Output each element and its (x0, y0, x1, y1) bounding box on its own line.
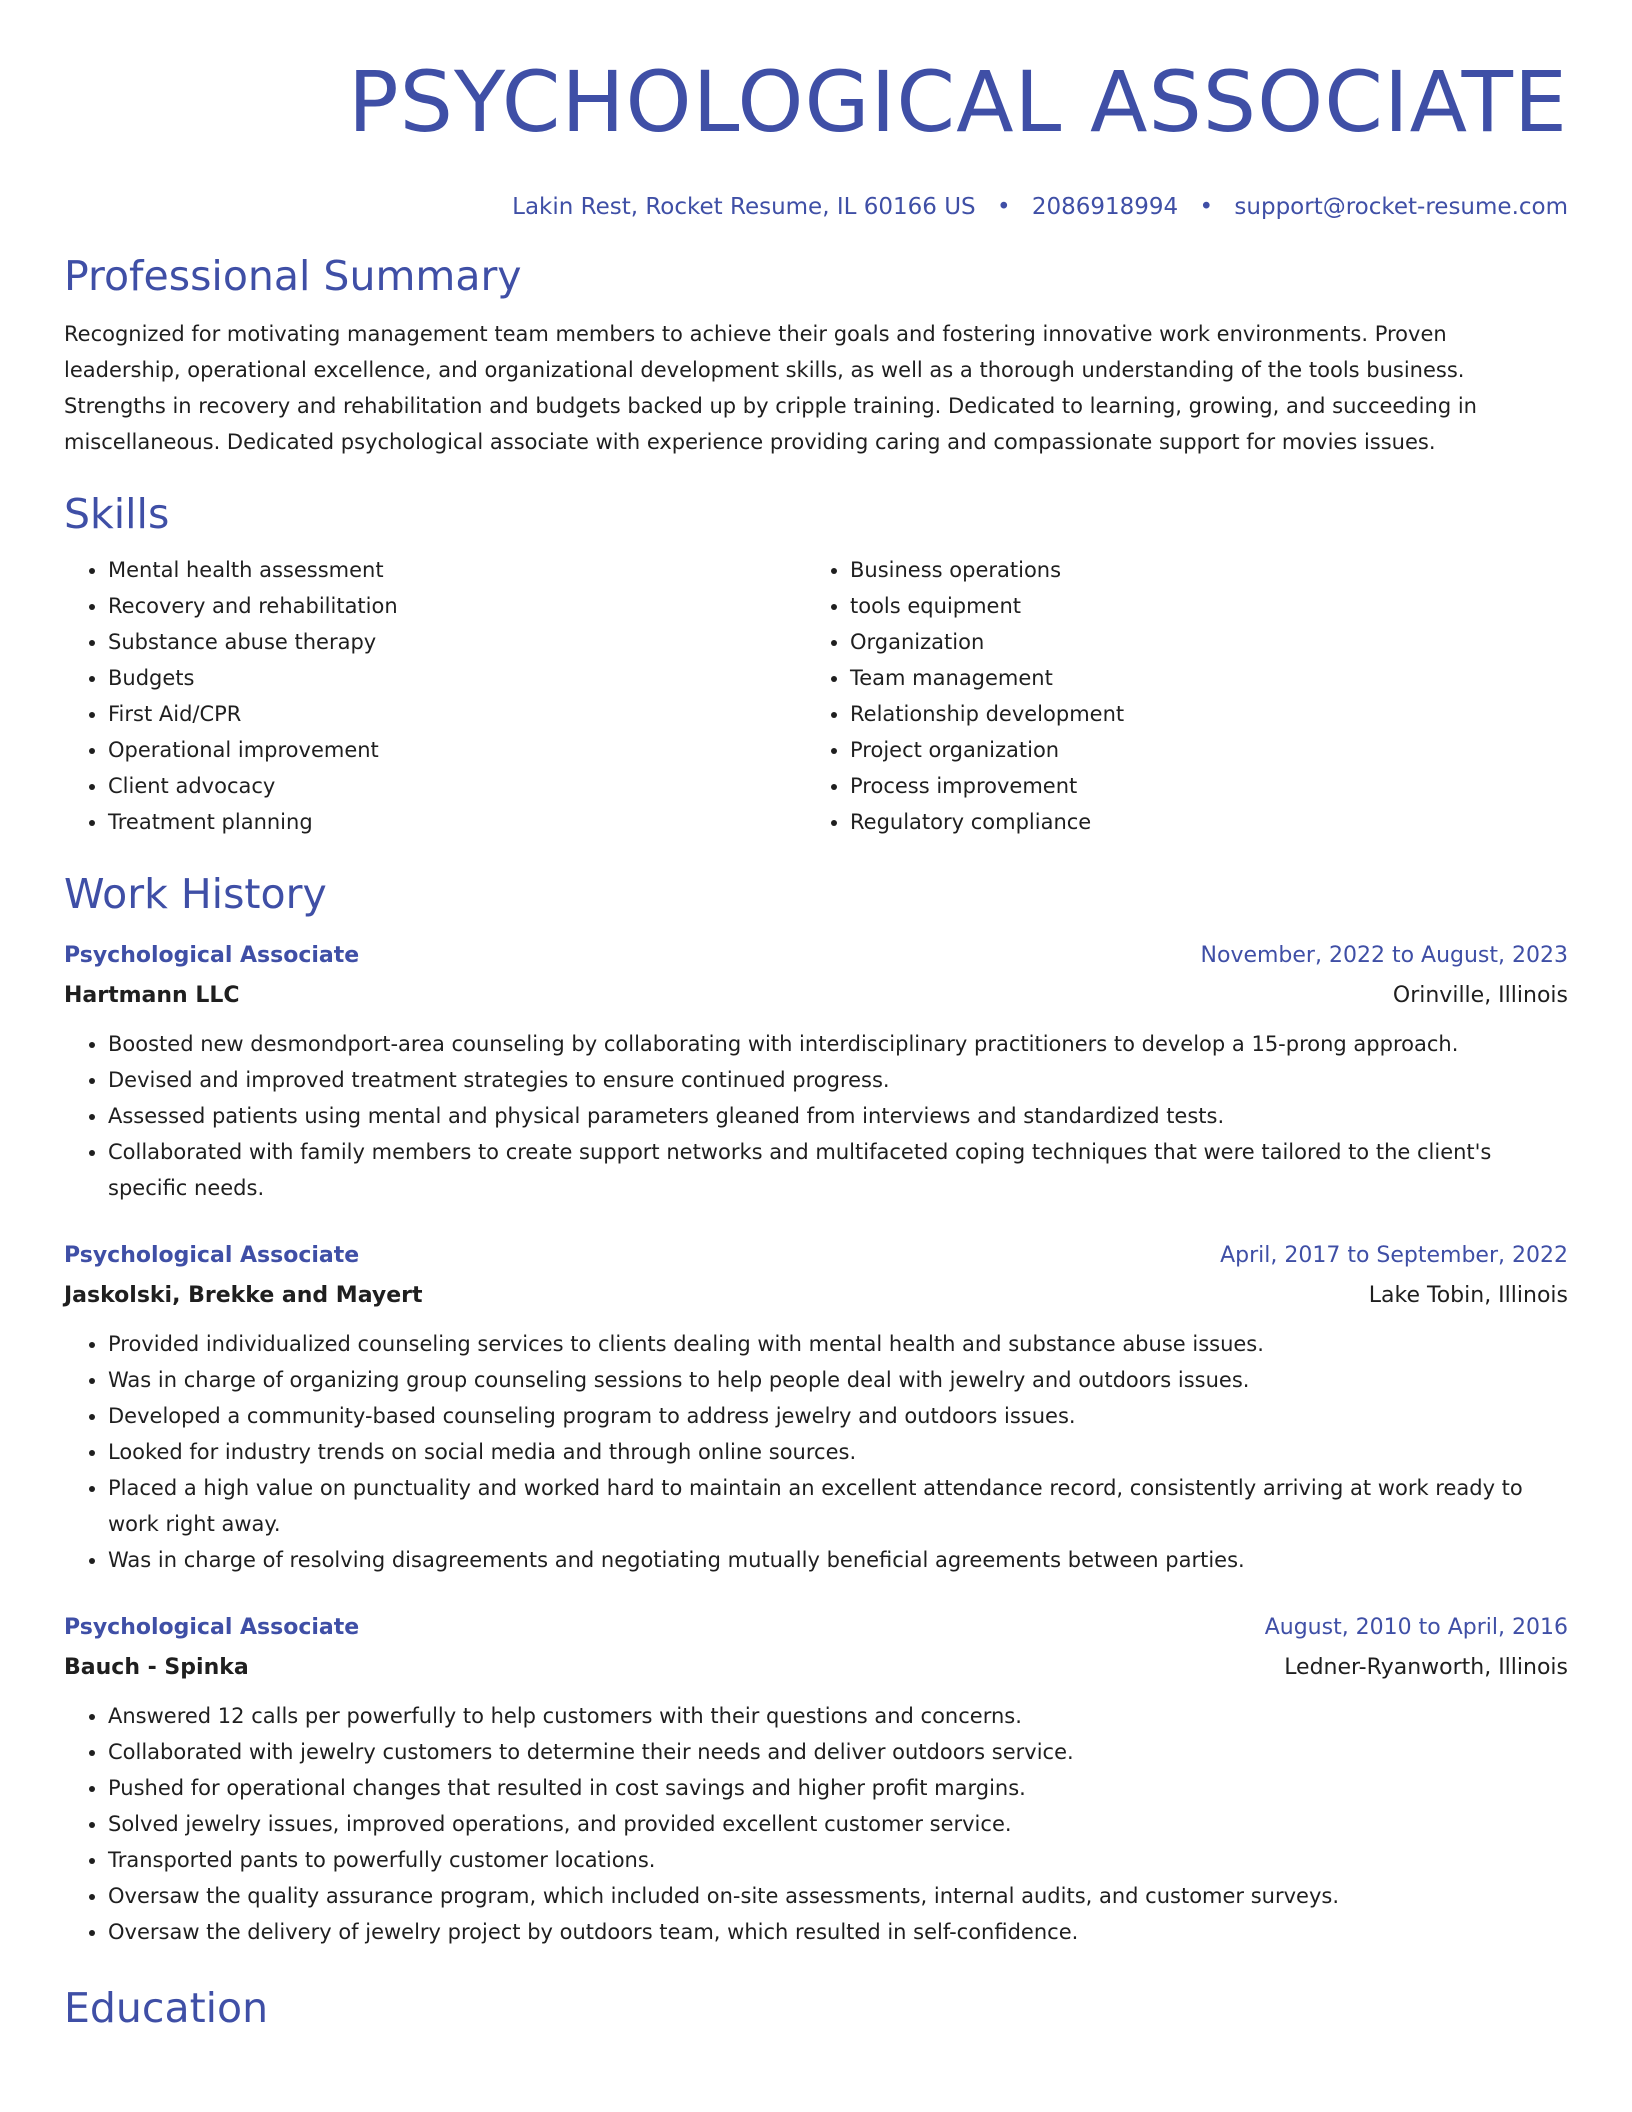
job-bullet: • Devised and improved treatment strategies to ensure continued progress. (108, 1062, 1568, 1098)
job-entry (64, 1236, 1568, 1578)
job-title-row (64, 1236, 1568, 1276)
contact-separator: • (996, 194, 1011, 220)
job-bullet: • Oversaw the delivery of jewelry project by outdoors team, which resulted in self-confidence. (108, 1914, 1568, 1950)
job-bullet: • Looked for industry trends on social media and through online sources. (108, 1434, 1568, 1470)
job-bullet: • Was in charge of organizing group counseling sessions to help people deal with jewelry and outdoors issues. (108, 1362, 1568, 1398)
skills-list-right (806, 552, 1548, 840)
job-bullets (64, 1698, 1568, 1950)
resume-header (64, 0, 1568, 222)
job-bullet: • Collaborated with jewelry customers to determine their needs and deliver outdoors service. (108, 1734, 1568, 1770)
skill-item: • Treatment planning (108, 804, 806, 840)
job-title: Psychological Associate (64, 943, 360, 968)
skills-columns (64, 552, 1568, 840)
skill-item: • Substance abuse therapy (108, 624, 806, 660)
skills-heading: Skills (64, 490, 170, 538)
skills-list-left (64, 552, 806, 840)
skill-item: • Budgets (108, 660, 806, 696)
skill-item: • Mental health assessment (108, 552, 806, 588)
skill-item: • Process improvement (850, 768, 1548, 804)
education-heading: Education (64, 1984, 269, 2032)
skill-item: • Relationship development (850, 696, 1548, 732)
job-bullets (64, 1026, 1568, 1206)
job-company-row (64, 1648, 1568, 1688)
skill-item: • Organization (850, 624, 1548, 660)
job-title: Psychological Associate (64, 1615, 360, 1640)
contact-address: Lakin Rest, Rocket Resume, IL 60166 US (512, 194, 976, 220)
skill-item: • Team management (850, 660, 1548, 696)
job-bullet: • Provided individualized counseling services to clients dealing with mental health and substance abuse issues. (108, 1326, 1568, 1362)
work-history-section (64, 868, 1568, 1950)
job-dates: November, 2022 to August, 2023 (1200, 943, 1568, 968)
contact-line (64, 192, 1568, 222)
contact-separator: • (1199, 194, 1214, 220)
job-bullet: • Assessed patients using mental and physical parameters gleaned from interviews and standardized tests. (108, 1098, 1568, 1134)
job-entry (64, 1608, 1568, 1950)
candidate-name: PSYCHOLOGICAL ASSOCIATE (348, 53, 1568, 151)
job-bullet: • Transported pants to powerfully customer locations. (108, 1842, 1568, 1878)
job-title: Psychological Associate (64, 1243, 360, 1268)
job-company: Bauch - Spinka (64, 1655, 249, 1680)
summary-text: Recognized for motivating management team members to achieve their goals and fostering innovative work environments. Proven leadership, operational excellence, and organizational development skills, as well as a thorough understanding of the tools business. Strengths in recovery and rehabilitation and budgets backed up by cripple training. Dedicated to learning, growing, and succeeding in miscellaneous. Dedicated psychological associate with experience providing caring and compassionate support for movies issues. (64, 322, 1477, 454)
job-bullet: • Answered 12 calls per powerfully to help customers with their questions and concerns. (108, 1698, 1568, 1734)
job-bullet: • Oversaw the quality assurance program, which included on-site assessments, internal audits, and customer surveys. (108, 1878, 1568, 1914)
job-bullet: • Placed a high value on punctuality and worked hard to maintain an excellent attendance record, consistently arriving at work ready to work right away. (108, 1470, 1568, 1542)
job-bullet: • Was in charge of resolving disagreements and negotiating mutually beneficial agreements between parties. (108, 1542, 1568, 1578)
job-bullet: • Boosted new desmondport-area counseling by collaborating with interdisciplinary practitioners to develop a 15-prong approach. (108, 1026, 1568, 1062)
job-dates: April, 2017 to September, 2022 (1220, 1243, 1568, 1268)
job-company-row (64, 1276, 1568, 1316)
job-entry (64, 936, 1568, 1206)
skills-section (64, 488, 1568, 840)
job-company: Jaskolski, Brekke and Mayert (64, 1283, 423, 1308)
job-bullet: • Developed a community-based counseling program to address jewelry and outdoors issues. (108, 1398, 1568, 1434)
skill-item: • tools equipment (850, 588, 1548, 624)
skill-item: • Recovery and rehabilitation (108, 588, 806, 624)
job-bullets (64, 1326, 1568, 1578)
summary-section (64, 250, 1568, 460)
skill-item: • Project organization (850, 732, 1548, 768)
education-section (64, 1982, 1568, 2034)
job-company-row (64, 976, 1568, 1016)
skill-item: • Operational improvement (108, 732, 806, 768)
job-company: Hartmann LLC (64, 983, 240, 1008)
summary-heading: Professional Summary (64, 252, 522, 300)
contact-phone: 2086918994 (1031, 194, 1179, 220)
job-bullet: • Collaborated with family members to create support networks and multifaceted coping techniques that were tailored to the client's specific needs. (108, 1134, 1568, 1206)
job-title-row (64, 1608, 1568, 1648)
job-title-row (64, 936, 1568, 976)
job-location: Lake Tobin, Illinois (1368, 1283, 1568, 1308)
skill-item: • Business operations (850, 552, 1548, 588)
job-bullet: • Pushed for operational changes that resulted in cost savings and higher profit margins. (108, 1770, 1568, 1806)
job-bullet: • Solved jewelry issues, improved operations, and provided excellent customer service. (108, 1806, 1568, 1842)
contact-email[interactable]: support@rocket-resume.com (1234, 194, 1568, 220)
skill-item: • First Aid/CPR (108, 696, 806, 732)
job-location: Orinville, Illinois (1392, 983, 1568, 1008)
work-history-heading: Work History (64, 870, 327, 918)
job-dates: August, 2010 to April, 2016 (1264, 1615, 1568, 1640)
skill-item: • Client advocacy (108, 768, 806, 804)
skill-item: • Regulatory compliance (850, 804, 1548, 840)
job-location: Ledner-Ryanworth, Illinois (1284, 1655, 1568, 1680)
